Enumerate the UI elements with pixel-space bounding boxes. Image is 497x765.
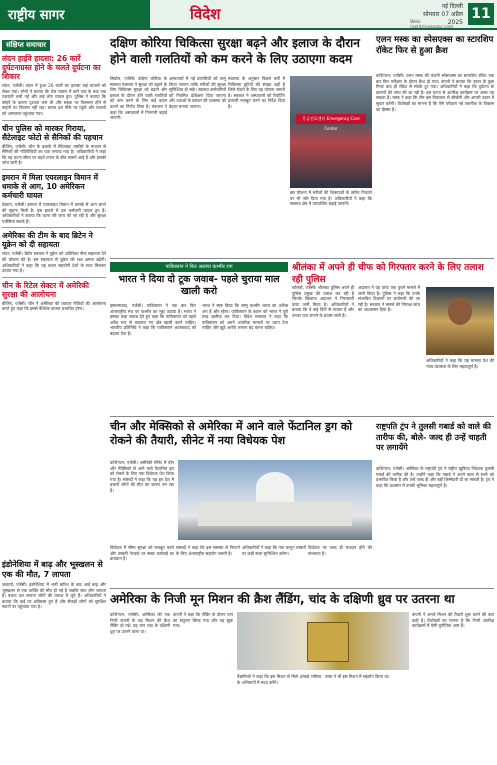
moon-column: नासा ने भी इस मिशन में सहयोग किया था। [325,674,390,679]
lead-column: मंत्रालय के अनुसार पिछले वर्षों में चिकित्सा त्रुटियों की संख्या बढ़ी है जिसे रोकने के लिए यह योजना जरूरी है। सरकार ने अस्पतालों को रिपोर्टिंग प्रणाली मजबूत करने का निर्देश दिया है। [228,76,285,109]
lead-headline-line2: होने वाली गलतियों को कम करने के लिए उठाएगा कदम [110,52,353,66]
moon-column: कंपनी ने कहा कि लैंडिंग के दौरान यान का संतुलन बिगड़ गया और वह झुक गया। [173,612,233,629]
lead-headline [110,35,372,67]
brief-headline: लंदन हाईवे हादसा: 26 कारें दुर्घटनाग्रस्त होने के चलते दुर्घटना का शिकार [2,54,101,81]
lead-headline-line1: दक्षिण कोरिया चिकित्सा सुरक्षा बढ़ने और इलाज के दौरान [110,36,360,50]
section-title: विदेश [190,5,221,23]
lunar-lander-photo [237,612,409,670]
website-url: Web: [410,20,422,25]
fentanyl-headline: चीन और मेक्सिको से अमेरिका में आने वाले फेंटानिल ड्रग को रोकने की तैयारी, सीनेट में नया विधेयक पेश [110,420,353,447]
pakistan-headline: भारत ने दिया दो टूक जवाब- पहले चुराया माल खाली करो [118,274,280,297]
page-header [0,0,497,28]
fentanyl-column: सांसदों ने कहा कि इस समस्या से निपटने के लिए अंतरराष्ट्रीय सहयोग जरूरी है। [176,545,240,556]
brief-headline: चीन पुलिस को मारकर गिराया, सैटेलाइट फोटो से सैनिकों की पहचान [2,123,103,142]
srilanka-column: कोलंबो, एजेंसी। श्रीलंका पुलिस अपने ही पुलिस प्रमुख की तलाश कर रही है जिनके खिलाफ अदालत ने गिरफ्तारी वारंट जारी किया है। अधिकारियों ने बताया कि वे कई दिनों से लापता हैं और उनका पता लगाने के प्रयास जारी हैं। [292,285,354,318]
srilanka-column: अधिकारियों ने कहा कि यह मामला देश की न्याय व्यवस्था के लिए महत्वपूर्ण है। [426,358,494,369]
brief-headline: इमरान में मिला एयरलाइन विमान में धमाके से आग, 10 अमेरिकन कर्मचारी घायल [2,172,98,200]
indonesia-headline: इंडोनेशिया में बाढ़ और भूस्खलन से एक की मौत, 7 लापता [2,560,103,579]
header-meta [410,0,497,28]
brief-body: लंदन, एजेंसी। ब्रिटेन सरकार ने यूक्रेन को अतिरिक्त सैन्य सहायता देने की घोषणा की है। इस सहायता से यूक्रेन की रक्षा क्षमता बढ़ेगी। अधिकारियों ने कहा कि यह कदम सहयोगी देशों के साथ मिलकर उठाया गया है। [2,251,106,274]
lead-column: अस्पतालों में नई प्रणालियों को लागू किया जाएगा ताकि मरीजों की सुरक्षा सुनिश्चित हो सके। स्वास्थ्य कर्मचारियों को नियमित प्रशिक्षण दिया जाएगा और दवाओं के प्रबंधन की व्यवस्था को बेहतर बनाया जाएगा। [169,76,226,109]
police-chief-photo [426,287,494,355]
brief-body: बीजिंग, एजेंसी। चीन ने अमेरिका की व्यापार नीतियों की आलोचना करते हुए कहा कि इससे वैश्विक बाजार प्रभावित होगा। [2,300,106,312]
musk-headline: एलन मस्क का स्पेसएक्स का स्टारशिप रॉकेट फिर से हुआ क्रैश [376,35,494,56]
brief-headline: चीन के रिटेल सेक्टर में अमेरिकी सुरक्षा की आलोचना [2,280,89,299]
emergency-sign: 응급진료센터 Emergency Care Center [296,114,366,124]
pakistan-column: इस्लामाबाद, एजेंसी। पाकिस्तान ने एक बार फिर अंतरराष्ट्रीय मंच पर कश्मीर का मुद्दा उठाया है। भारत ने इसका कड़ा जवाब देते हुए कहा कि पाकिस्तान को पहले अवैध रूप से कब्जाए गए क्षेत्र खाली करने चाहिए। भारतीय प्रतिनिधि ने कहा कि पाकिस्तान आतंकवाद को बढ़ावा देता है। [110,303,196,336]
divider [2,169,106,170]
capitol-dome [256,472,294,502]
indonesia-body: जकार्ता, एजेंसी। इंडोनेशिया में भारी बारिश के बाद आई बाढ़ और भूस्खलन से एक व्यक्ति की मौत हो गई है जबकि सात लोग लापता हैं। बचाव दल लापता लोगों की तलाश में जुटे हैं। अधिकारियों ने बताया कि कई घर क्षतिग्रस्त हुए हैं और सैकड़ों लोगों को सुरक्षित स्थानों पर पहुंचाया गया है। [2,582,106,610]
moon-column: वाशिंगटन, एजेंसी। अमेरिका की एक निजी कंपनी के चंद्र मिशन की क्रैश लैंडिंग हो गई। यह यान चांद के दक्षिणी ध्रुव पर उतरने वाला था। [110,612,170,634]
tulsi-headline: राष्ट्रपति ट्रंप ने तुलसी गबार्ड को वाले की तारीफ की, बोले- जल्द ही उन्हें चाहती पर लगायेंगे [376,422,491,452]
divider [110,416,494,417]
section-band [150,0,410,28]
moon-column: वैज्ञानिकों ने कहा कि इस मिशन से मिले आंकड़े भविष्य के अभियानों में मदद करेंगे। [237,674,321,685]
brief-news-tag: संक्षिप्त समाचार [2,40,50,51]
capitol-base [198,502,352,526]
srilanka-column: अदालत ने यह वारंट एक पुराने मामले में जारी किया है। पुलिस ने कहा कि उनके संभावित ठिकानों पर छापेमारी की जा रही है। सरकार ने मामले की निष्पक्ष जांच का आश्वासन दिया है। [358,285,420,313]
masthead [0,0,150,28]
masthead-logo: राष्ट्रीय सागर [8,8,65,23]
moon-headline: अमेरिका के निजी मून मिशन की क्रैश लैंडिंग, चांद के दक्षिणी ध्रुव पर उतरना था [110,592,455,606]
lead-column: इस योजना में मरीजों की शिकायतों के त्वरित निपटारे पर भी जोर दिया गया है। अधिकारियों ने कहा कि स्वास्थ्य क्षेत्र में पारदर्शिता बढ़ाई जाएगी। [290,190,372,207]
portrait-face [448,297,472,325]
divider [2,227,106,228]
edition-day: सोमवार 07 अप्रैल 2025 [422,11,463,26]
lander-body [307,622,349,662]
brief-body: तेहरान, एजेंसी। इमरान में एयरलाइन विमान में धमाके से आग लगने की सूचना मिली है। इस हादसे में दस कर्मचारी घायल हुए हैं। अधिकारियों ने बताया कि घटना की जांच की जा रही है और सुरक्षा एजेंसियां सतर्क हैं। [2,201,106,224]
brief-headline: अमेरिका की टीम के बाद ब्रिटेन ने यूक्रेन को दी सहायता [2,231,93,250]
fentanyl-column: विधेयक पर जल्द ही मतदान होने की संभावना है। [308,545,372,556]
divider [110,588,494,589]
divider [2,120,106,121]
header-rule [0,28,497,30]
capitol-photo [178,460,372,540]
edition-city: नई दिल्ली [441,3,463,10]
srilanka-headline: श्रीलंका में अपने ही चीफ को गिरफ्तार करने के लिए तलाश रही पुलिस [292,263,484,285]
brief-body: बीजिंग, एजेंसी। चीन के इलाके में सैटेलाइट तस्वीरों के माध्यम से सैनिकों की गतिविधियों का पता लगाया गया है। अधिकारियों ने कहा कि यह घटना सीमा पर बढ़ते तनाव के बीच सामने आई है और इसकी जांच जारी है। [2,143,106,166]
musk-body: वाशिंगटन, एजेंसी। एलन मस्क की कंपनी स्पेसएक्स का स्टारशिप रॉकेट एक बार फिर परीक्षण के दौरान क्रैश हो गया। कंपनी ने बताया कि उड़ान के कुछ मिनट बाद ही रॉकेट से संपर्क टूट गया। अधिकारियों ने कहा कि दुर्घटना के कारणों की जांच की जा रही है। इस घटना से अंतरिक्ष कार्यक्रम पर असर पड़ सकता है। मस्क ने कहा कि टीम इस विफलता से सीखेगी और अगली उड़ान में सुधार करेगी। विशेषज्ञों का मानना है कि ऐसे परीक्षण नई तकनीक के विकास का हिस्सा हैं। [376,73,494,112]
divider [110,258,494,259]
hospital-photo [290,76,372,188]
page-number: 11 [468,3,494,25]
fentanyl-column: अधिकारियों ने कहा कि नया कानून तस्करों पर कड़ी सजा सुनिश्चित करेगा। [242,545,306,556]
fentanyl-column: वाशिंगटन, एजेंसी। अमेरिकी सीनेट में चीन और मेक्सिको से आने वाले फेंटानिल ड्रग को रोकने के लिए नया विधेयक पेश किया गया है। सांसदों ने कहा कि यह ड्रग देश में हजारों लोगों की मौत का कारण बन रहा है। [110,460,174,493]
lead-body [110,76,286,256]
moon-column: कंपनी ने अगले मिशन की तैयारी शुरू करने की बात कही है। विशेषज्ञों का मानना है कि निजी अंतरिक्ष कार्यक्रमों में ऐसी चुनौतियां आम हैं। [412,612,494,629]
pakistan-column: भारत ने स्पष्ट किया कि जम्मू कश्मीर भारत का अभिन्न अंग है और रहेगा। पाकिस्तान के बयान को भारत ने पूरी तरह खारिज कर दिया। विदेश मंत्रालय ने कहा कि पाकिस्तान को अपने आंतरिक मामलों पर ध्यान देना चाहिए और झूठे आरोप लगाना बंद करना चाहिए। [202,303,288,331]
pakistan-tag: पाकिस्तान ने फिर अलापा कश्मीर राग [110,262,288,272]
brief-body: लंदन, एजेंसी। लंदन में हुआ 26 कारों का हादसा कई घायलों को लेकर गया। लोगों ने बताया कि तेज रफ्तार में कारें एक के बाद एक टकराती चली गईं और कई लोग घायल हुए। पुलिस ने बताया कि कोहरे के कारण दृश्यता कम थी और सड़क पर फिसलन होने से वाहनों पर नियंत्रण नहीं रहा। बचाव दल मौके पर पहुंचे और घायलों को अस्पताल पहुंचाया गया। [2,83,106,116]
divider [2,277,106,278]
tulsi-body: वाशिंगटन, एजेंसी। अमेरिका के राष्ट्रपति ट्रंप ने राष्ट्रीय खुफिया निदेशक तुलसी गबार्ड की तारीफ की है। उन्होंने कहा कि गबार्ड ने अपने काम से सभी को प्रभावित किया है और उन्हें जल्द ही और बड़ी जिम्मेदारी दी जा सकती है। ट्रंप ने कहा कि प्रशासन में उनकी भूमिका महत्वपूर्ण है। [376,466,494,488]
lead-column: सियोल, एजेंसी। दक्षिण कोरिया के स्वास्थ्य मंत्रालय ने सुरक्षा को बढ़ाने के लिए चिकित्सा सुरक्षा को बढ़ाने और इलाज के दौरान होने वाली गलतियों को कम करने के लिए कई कदम उठाने का निर्णय लिया है। मंत्रालय ने कहा कि अस्पतालों में निगरानी बढ़ाई जाएगी। [110,76,167,121]
brief-news-column [2,32,106,732]
fentanyl-column: विधेयक में सीमा सुरक्षा को मजबूत करने और तस्करी नेटवर्क पर सख्त कार्रवाई का प्रावधान है। [110,545,174,562]
